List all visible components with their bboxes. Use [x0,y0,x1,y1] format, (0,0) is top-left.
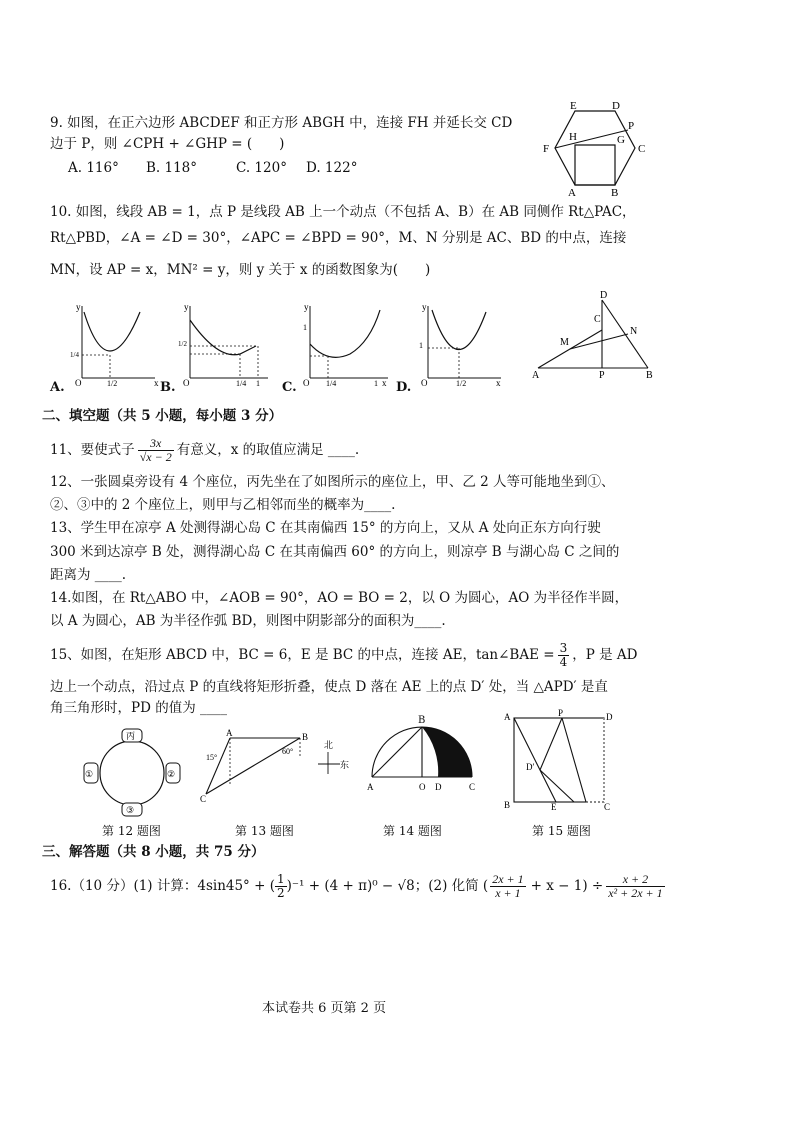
section-3-heading: 三、解答题（共 8 小题，共 75 分） [42,844,265,860]
svg-text:O: O [419,782,426,792]
fig14-figure [365,722,477,797]
svg-text:x: x [382,378,387,386]
q11 [50,432,359,468]
q16-fraction-2: $\frac{x + 2}{\text{x² + 2x + 1}}$ [608,871,663,900]
q10-line1: 10. 如图，线段 AB = 1，点 P 是线段 AB 上一个动点（不包括 A、B）在 AB 同侧作 Rt△PAC， [50,204,636,220]
svg-text:x: x [154,378,159,386]
q10-graph-c [298,298,393,386]
q15-fraction: $\frac{3}{4}$ [559,640,568,669]
svg-text:D: D [435,782,442,792]
svg-text:O: O [183,378,190,386]
svg-text:y: y [76,302,81,312]
q9-figure [540,98,660,198]
q15-line1-post: ，P 是 AD [572,646,638,663]
svg-text:D: D [600,290,608,301]
svg-text:东: 东 [340,760,350,770]
svg-text:C: C [469,782,476,792]
fig14-caption: 第 14 题图 [383,824,442,838]
q16-part1: 16.（10 分）(1) 计算：4sin45° + ( [50,877,275,894]
q16 [50,866,665,906]
q12-line1: 12、一张圆桌旁设有 4 个座位，丙先坐在了如图所示的座位上，甲、乙 2 人等可能地坐到①、 [50,474,615,490]
fig13-figure [200,728,350,810]
label-h: H [569,131,577,143]
q11-pre: 11、要使式子 [50,441,135,458]
fig12-caption: 第 12 题图 [102,824,161,838]
q15-line1 [50,638,637,672]
svg-text:A: A [226,728,233,738]
svg-text:1: 1 [374,379,378,386]
q16-part2: + x − 1) ÷ [530,877,604,894]
svg-text:D′: D′ [526,762,535,772]
curve [432,310,486,350]
q10-option-c: C. [282,380,297,395]
q9-line2: 边于 P，则 ∠CPH + ∠GHP = ( ) [50,136,285,152]
q9-option-d: D. 122° [306,160,358,176]
svg-text:A: A [367,782,374,792]
svg-text:1: 1 [419,341,423,350]
fig12-round-table [80,725,185,820]
svg-text:D: D [606,712,613,722]
svg-text:y: y [422,302,427,312]
q15-line3: 角三角形时，PD 的值为 ____ [50,700,227,716]
label-b: B [611,187,619,198]
q11-fraction: $\frac{3x}{√x - 2}$ [139,435,172,464]
svg-text:60°: 60° [282,747,294,756]
q10-option-a: A. [50,380,65,395]
q9-option-b: B. 118° [146,160,198,176]
q10-line2: Rt△PBD，∠A = ∠D = 30°，∠APC = ∠BPD = 90°，M、N 分别是 AC、BD 的中点，连接 [50,230,627,246]
q13-line1: 13、学生甲在凉亭 A 处测得湖心岛 C 在其南偏西 15° 的方向上，又从 A 处向正东方向行驶 [50,520,601,536]
svg-text:y: y [304,302,309,312]
q10-line3: MN，设 AP = x，MN² = y，则 y 关于 x 的函数图象为( ) [50,262,431,278]
svg-text:1/4: 1/4 [326,379,337,386]
svg-text:O: O [75,378,82,386]
svg-text:①: ① [85,769,94,779]
fig13-caption: 第 13 题图 [235,824,294,838]
q15-line2: 边上一个动点，沿过点 P 的直线将矩形折叠，使点 D 落在 AE 上的点 D′ 处，当 △APD′ 是直 [50,679,608,695]
section-2-heading: 二、填空题（共 5 小题，每小题 3 分） [42,408,283,424]
svg-text:C: C [200,794,207,804]
q10-graph-b [178,298,273,386]
q15-line1-pre: 15、如图，在矩形 ABCD 中，BC = 6，E 是 BC 的中点，连接 AE，tan∠BAE = [50,646,555,663]
q16-part1b: )⁻¹ + (4 + π)⁰ − √8；(2) 化简 ( [286,877,489,894]
svg-text:N: N [630,326,638,337]
svg-text:O: O [303,378,310,386]
svg-text:1/2: 1/2 [107,379,118,386]
svg-text:15°: 15° [206,753,218,762]
q10-option-b: B. [160,380,176,395]
q9-option-c: C. 120° [236,160,287,176]
svg-text:1/4: 1/4 [236,379,247,386]
hexagon [555,111,635,185]
svg-text:x: x [496,378,501,386]
q9-line1: 9. 如图，在正六边形 ABCDEF 和正方形 ABGH 中，连接 FH 并延长交 CD [50,115,513,131]
q11-post: 有意义，x 的取值应满足 ____. [176,441,360,458]
q13-line3: 距离为 ____. [50,567,127,583]
q10-graph-d [416,298,506,386]
q16-fraction-1: $\frac{2x + 1}{x + 1}$ [492,871,524,900]
svg-text:丙: 丙 [126,731,136,741]
label-g: G [617,134,625,146]
svg-text:P: P [599,370,605,380]
svg-text:E: E [551,802,557,812]
fig15-figure [500,708,624,812]
svg-text:②: ② [167,769,176,779]
svg-text:1/2: 1/2 [456,379,467,386]
svg-text:C: C [594,314,601,325]
shaded-region [422,727,472,777]
svg-text:B: B [302,732,309,742]
curve [190,320,256,355]
q10-option-d: D. [396,380,412,395]
svg-text:M: M [560,337,569,348]
svg-text:1/4: 1/4 [70,351,79,359]
svg-text:北: 北 [324,740,334,750]
svg-text:B: B [504,800,511,810]
svg-text:y: y [184,302,189,312]
label-c: C [638,143,646,155]
q10-graph-a [70,298,160,386]
svg-text:A: A [504,712,511,722]
svg-text:A: A [532,370,540,380]
label-p: P [628,120,635,132]
label-d: D [612,100,620,112]
q14-line2: 以 A 为圆心，AB 为半径作弧 BD，则图中阴影部分的面积为____. [50,613,446,629]
svg-text:B: B [646,370,653,380]
fig14-label-b: B [418,715,426,726]
q12-line2: ②、③中的 2 个座位上，则甲与乙相邻而坐的概率为____. [50,497,396,513]
svg-text:1/2: 1/2 [178,340,187,348]
q13-line2: 300 米到达凉亭 B 处，测得湖心岛 C 在其南偏西 60° 的方向上，则凉亭 B 与湖心岛 C 之间的 [50,544,620,560]
svg-text:1: 1 [303,323,307,332]
curve [84,312,140,351]
q14-line1: 14.如图，在 Rt△ABO 中，∠AOB = 90°，AO = BO = 2，以 O 为圆心，AO 为半径作半圆， [50,590,629,606]
svg-text:1: 1 [256,379,260,386]
q10-figure [530,288,658,380]
label-f: F [543,143,550,155]
curve [310,310,380,357]
label-e: E [570,100,577,112]
page-footer: 本试卷共 6 页第 2 页 [262,1001,387,1016]
q9-option-a: A. 116° [68,160,119,176]
label-a: A [568,187,576,198]
svg-text:O: O [421,378,428,386]
svg-text:③: ③ [126,805,135,815]
svg-text:C: C [604,802,611,812]
svg-text:P: P [558,708,564,718]
square [575,145,615,185]
q16-half-fraction: $\frac{1}{2}$ [276,871,285,900]
fig15-caption: 第 15 题图 [532,824,591,838]
